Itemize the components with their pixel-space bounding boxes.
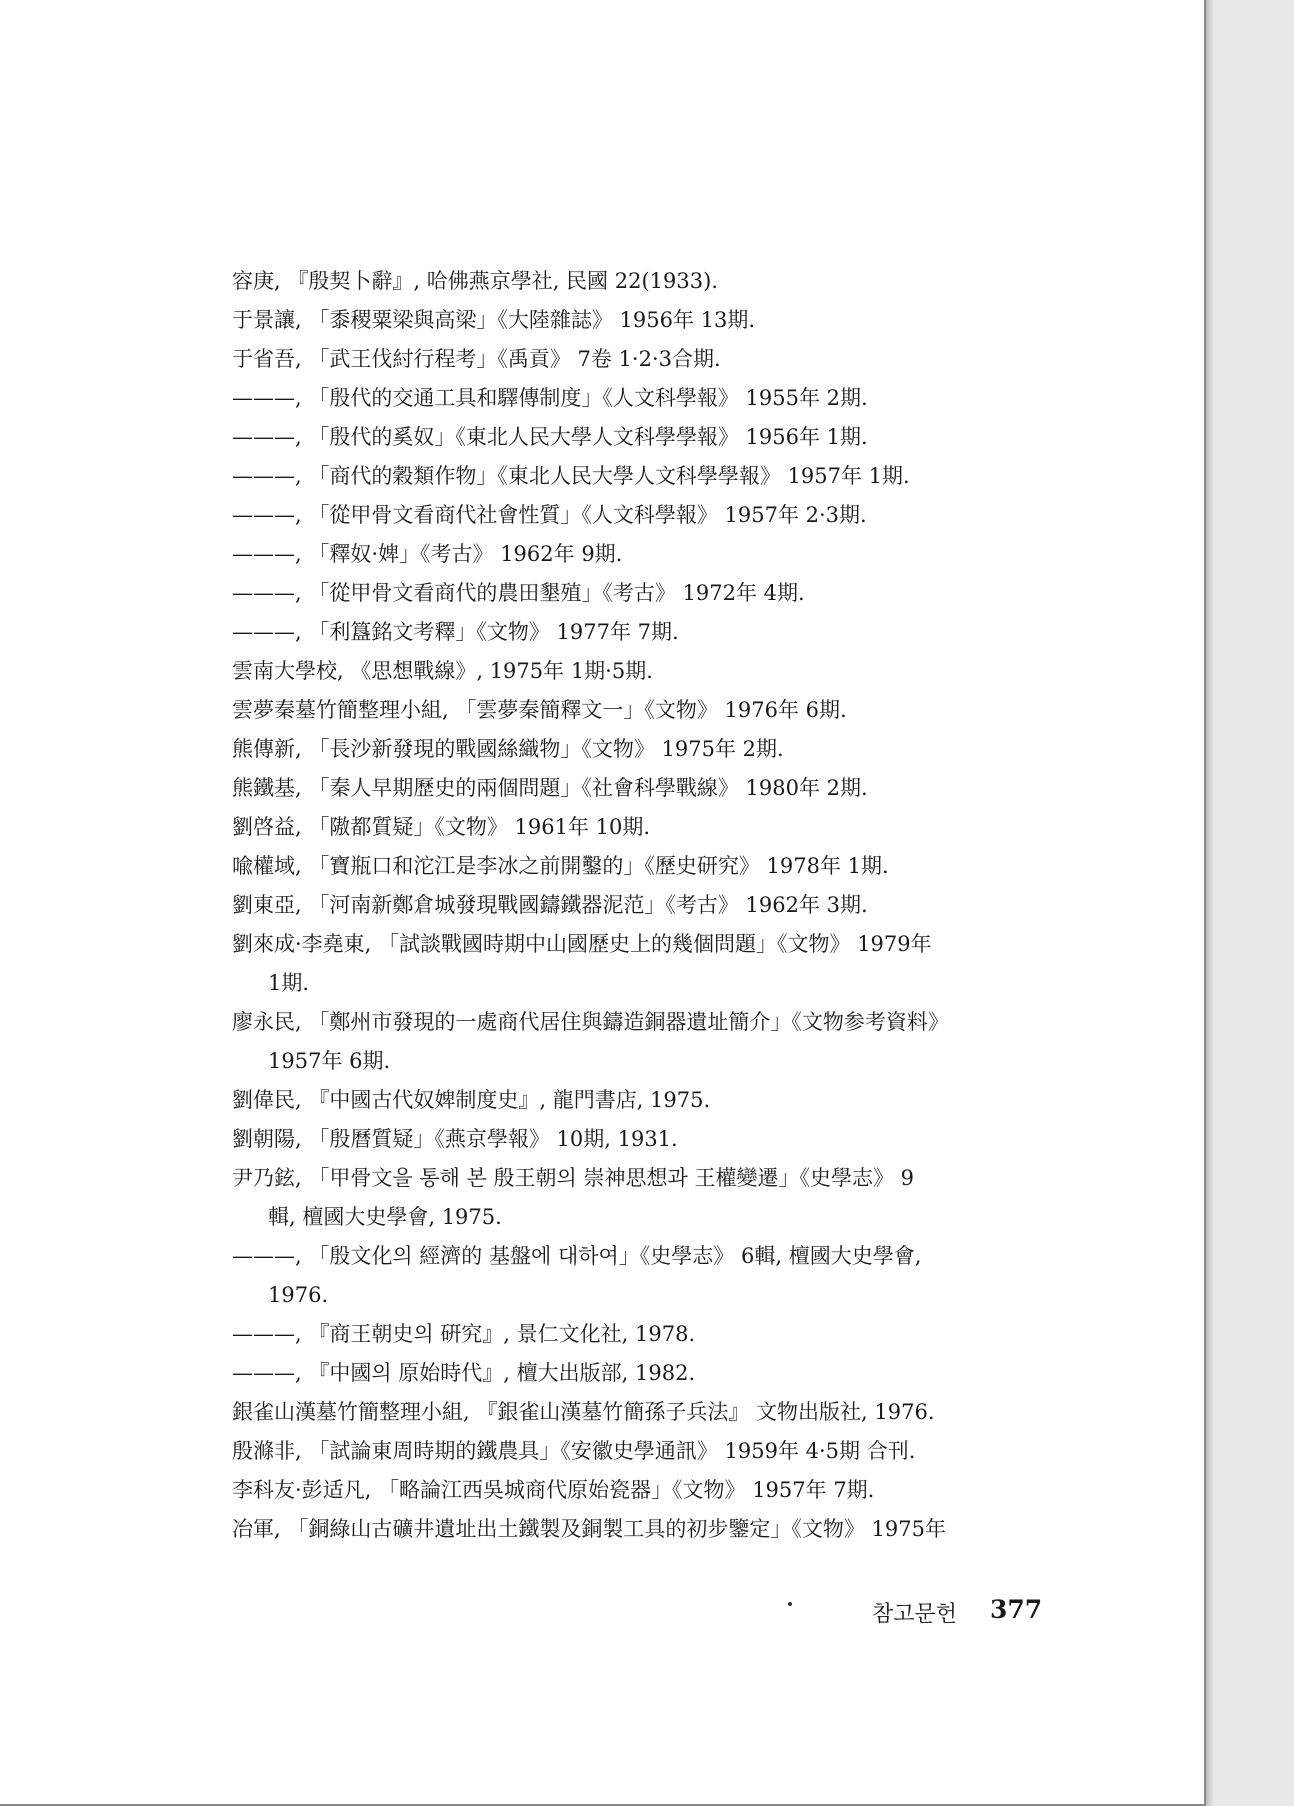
bibliography-entry: ———, 「殷代的交通工具和驛傳制度」《人文科學報》 1955年 2期. [232, 386, 868, 410]
bibliography-entry: 喩權域, 「寶瓶口和沱江是李冰之前開鑿的」《歷史研究》 1978年 1期. [232, 854, 889, 878]
bibliography-entry: ———, 「從甲骨文看商代的農田墾殖」《考古》 1972年 4期. [232, 581, 805, 605]
bibliography-entry: 劉來成·李堯東, 「試談戰國時期中山國歷史上的幾個問題」《文物》 1979年 [232, 932, 932, 956]
bibliography-entry: 雲南大學校, 《思想戰線》, 1975年 1期·5期. [232, 659, 653, 683]
bibliography-entry-continuation: 1976. [268, 1283, 329, 1307]
bibliography-entry-continuation: 輯, 檀國大史學會, 1975. [268, 1205, 502, 1229]
section-title: 참고문헌 [872, 1602, 958, 1627]
bibliography-entry: 劉啓益, 「隞都質疑」《文物》 1961年 10期. [232, 815, 651, 839]
bibliography-entry: 劉東亞, 「河南新鄭倉城發現戰國鑄鐵器泥范」《考古》 1962年 3期. [232, 893, 868, 917]
bibliography-entry: 劉朝陽, 「殷曆質疑」《燕京學報》 10期, 1931. [232, 1127, 678, 1151]
bibliography-entry: 于省吾, 「武王伐紂行程考」《禹貢》 7卷 1·2·3合期. [232, 347, 721, 371]
bibliography-entry: 殷滌非, 「試論東周時期的鐵農具」《安徽史學通訊》 1959年 4·5期 合刊. [232, 1439, 916, 1463]
bibliography-entry: 熊傳新, 「長沙新發現的戰國絲織物」《文物》 1975年 2期. [232, 737, 784, 761]
bibliography-entry: ———, 『中國의 原始時代』, 檀大出版部, 1982. [232, 1361, 696, 1385]
bibliography-entry: 雲夢秦墓竹簡整理小組, 「雲夢秦簡釋文一」《文物》 1976年 6期. [232, 698, 847, 722]
bibliography-entry: ———, 「商代的穀類作物」《東北人民大學人文科學學報》 1957年 1期. [232, 464, 910, 488]
bibliography-entry: ———, 「殷代的奚奴」《東北人民大學人文科學學報》 1956年 1期. [232, 425, 868, 449]
bibliography-entry: 李科友·彭适凡, 「略論江西吳城商代原始瓷器」《文物》 1957年 7期. [232, 1478, 875, 1502]
bibliography-entry: 容庚, 『殷契卜辭』, 哈佛燕京學社, 民國 22(1933). [232, 269, 718, 293]
bibliography-entry: ———, 「利簋銘文考釋」《文物》 1977年 7期. [232, 620, 679, 644]
bibliography-entry: 冶軍, 「銅綠山古礦井遺址出土鐵製及銅製工具的初步鑒定」《文物》 1975年 [232, 1517, 946, 1541]
bibliography-entry: 熊鐵基, 「秦人早期歷史的兩個問題」《社會科學戰線》 1980年 2期. [232, 776, 868, 800]
bibliography-entry: 廖永民, 「鄭州市發現的一處商代居住與鑄造銅器遺址簡介」《文物参考資料》 [232, 1010, 949, 1034]
page-number: 377 [990, 1595, 1043, 1624]
bibliography-entry: 于景讓, 「黍稷粟梁與高梁」《大陸雜誌》 1956年 13期. [232, 308, 756, 332]
bibliography-entry: 劉偉民, 『中國古代奴婢制度史』, 龍門書店, 1975. [232, 1088, 711, 1112]
page-edge-shadow [1206, 0, 1214, 1806]
bibliography-entry: ———, 「釋奴·婢」《考古》 1962年 9期. [232, 542, 623, 566]
bibliography-entry-continuation: 1957年 6期. [268, 1049, 391, 1073]
bibliography-entry: 銀雀山漢墓竹簡整理小組, 『銀雀山漢墓竹簡孫子兵法』 文物出版社, 1976. [232, 1400, 935, 1424]
bibliography-entry: ———, 「殷文化의 經濟的 基盤에 대하여」《史學志》 6輯, 檀國大史學會, [232, 1244, 922, 1268]
bibliography-entry-continuation: 1期. [268, 971, 310, 995]
bibliography-list [232, 262, 1062, 1549]
bibliography-entry: ———, 「從甲骨文看商代社會性質」《人文科學報》 1957年 2·3期. [232, 503, 867, 527]
page-footer [872, 1595, 1043, 1633]
print-speck [788, 1602, 792, 1606]
bibliography-entry: 尹乃鉉, 「甲骨文을 통해 본 殷王朝의 崇神思想과 王權變遷」《史學志》 9 [232, 1166, 914, 1190]
bibliography-entry: ———, 『商王朝史의 硏究』, 景仁文化社, 1978. [232, 1322, 696, 1346]
